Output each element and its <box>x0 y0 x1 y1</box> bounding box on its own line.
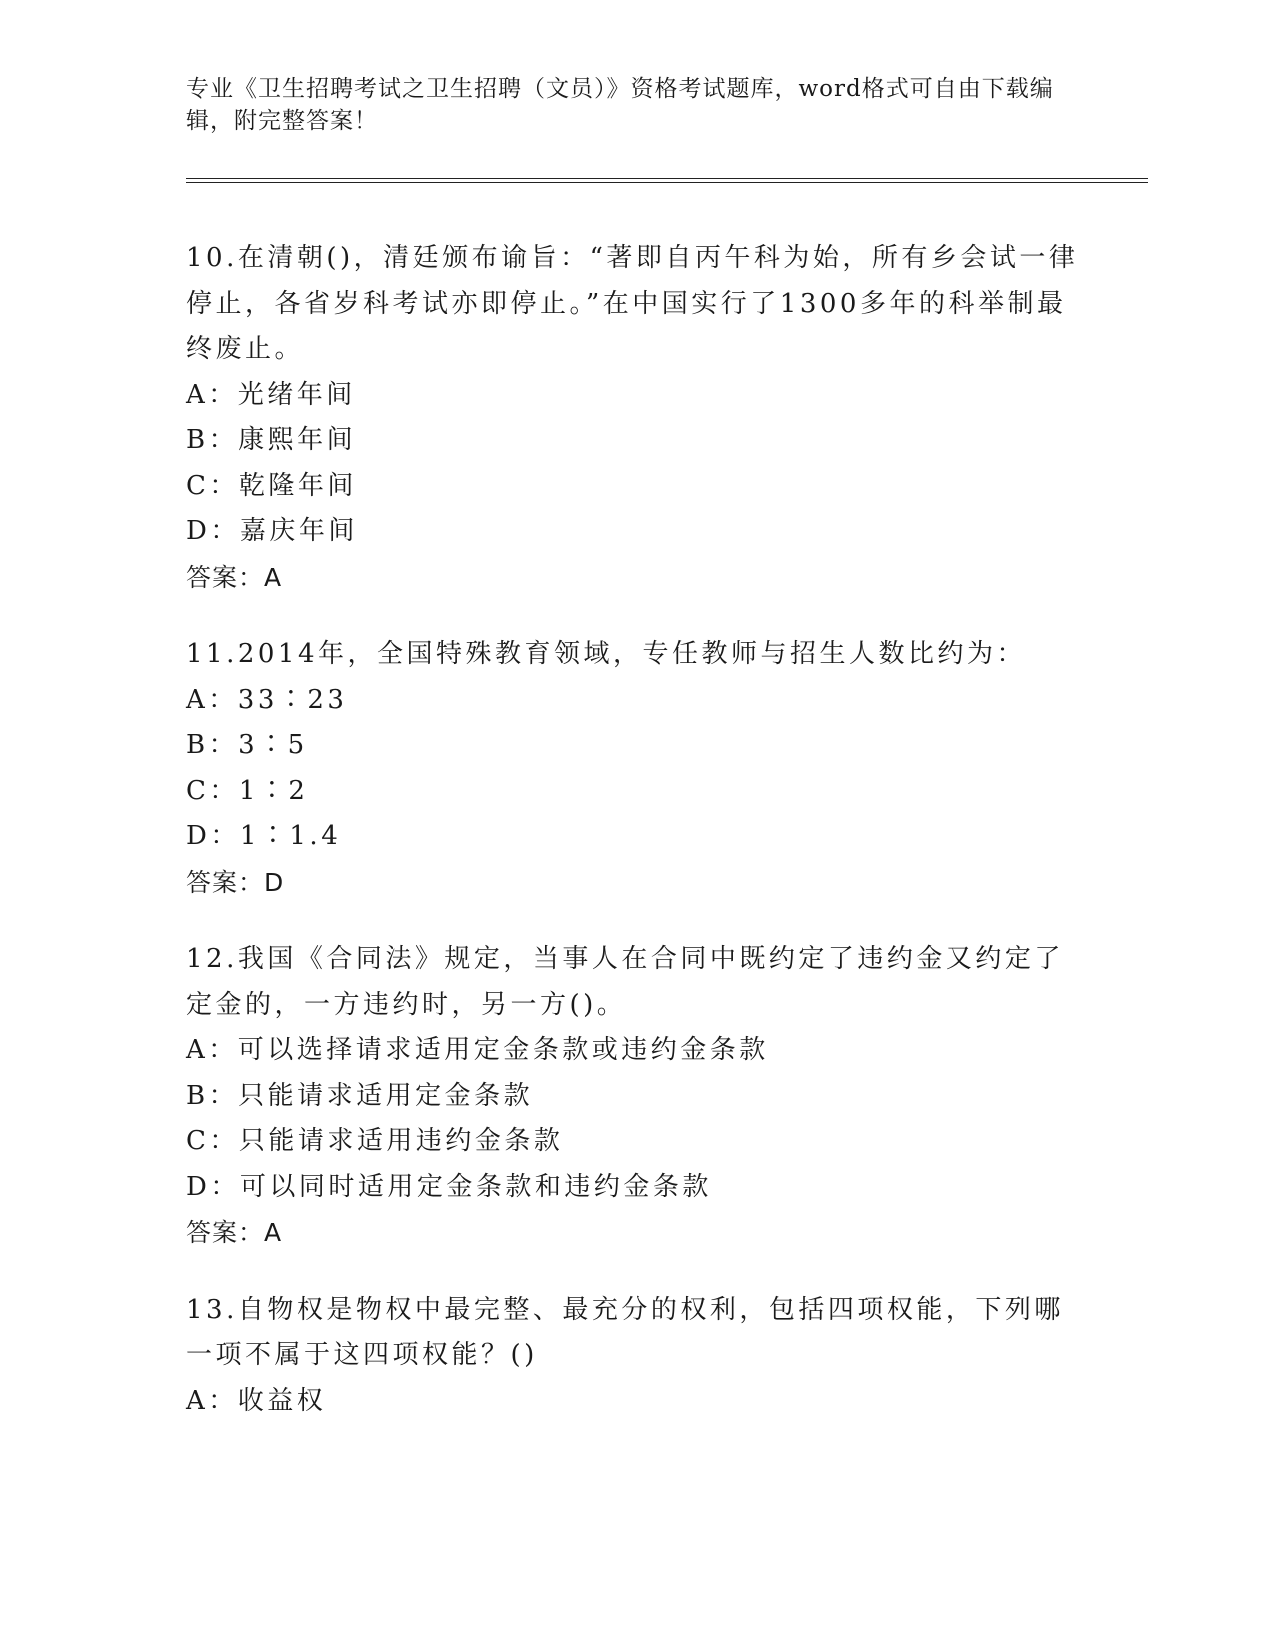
question-13 <box>186 1288 1086 1425</box>
option-b: B：3∶5 <box>186 730 308 760</box>
option-a: A：33∶23 <box>186 684 348 715</box>
question-list <box>186 236 1086 1456</box>
answer-line: 答案：D <box>186 867 285 897</box>
question-12 <box>186 937 1086 1256</box>
question-11 <box>186 632 1086 905</box>
option-d: D：可以同时适用定金条款和违约金条款 <box>186 1171 712 1202</box>
answer-line: 答案：A <box>186 1218 283 1247</box>
question-stem: 12.我国《合同法》规定，当事人在合同中既约定了违约金又约定了定金的，一方违约时，另一方()。 <box>186 944 1064 1020</box>
option-d: D：嘉庆年间 <box>186 516 358 546</box>
header-divider <box>186 178 1148 183</box>
option-c: C：乾隆年间 <box>186 470 357 501</box>
option-b: B：康熙年间 <box>186 425 357 455</box>
question-stem: 13.自物权是物权中最完整、最充分的权利，包括四项权能，下列哪一项不属于这四项权能？() <box>186 1294 1064 1370</box>
option-c: C：1∶2 <box>186 775 309 806</box>
option-a: A：可以选择请求适用定金条款或违约金条款 <box>186 1035 769 1065</box>
option-a: A：光绪年间 <box>186 379 356 410</box>
document-header: 专业《卫生招聘考试之卫生招聘（文员）》资格考试题库，word格式可自由下载编辑，附完整答案！ <box>186 76 1054 134</box>
option-b: B：只能请求适用定金条款 <box>186 1080 534 1111</box>
option-a: A：收益权 <box>186 1385 327 1416</box>
question-stem: 10.在清朝()，清廷颁布谕旨：“著即自丙午科为始，所有乡会试一律停止，各省岁科考试亦即停止。”在中国实行了1300多年的科举制最终废止。 <box>186 243 1079 364</box>
question-10 <box>186 236 1086 600</box>
answer-line: 答案：A <box>186 562 283 592</box>
question-stem: 11.2014年，全国特殊教育领域，专任教师与招生人数比约为： <box>186 639 1027 669</box>
option-d: D：1∶1.4 <box>186 821 342 851</box>
option-c: C：只能请求适用违约金条款 <box>186 1126 564 1156</box>
